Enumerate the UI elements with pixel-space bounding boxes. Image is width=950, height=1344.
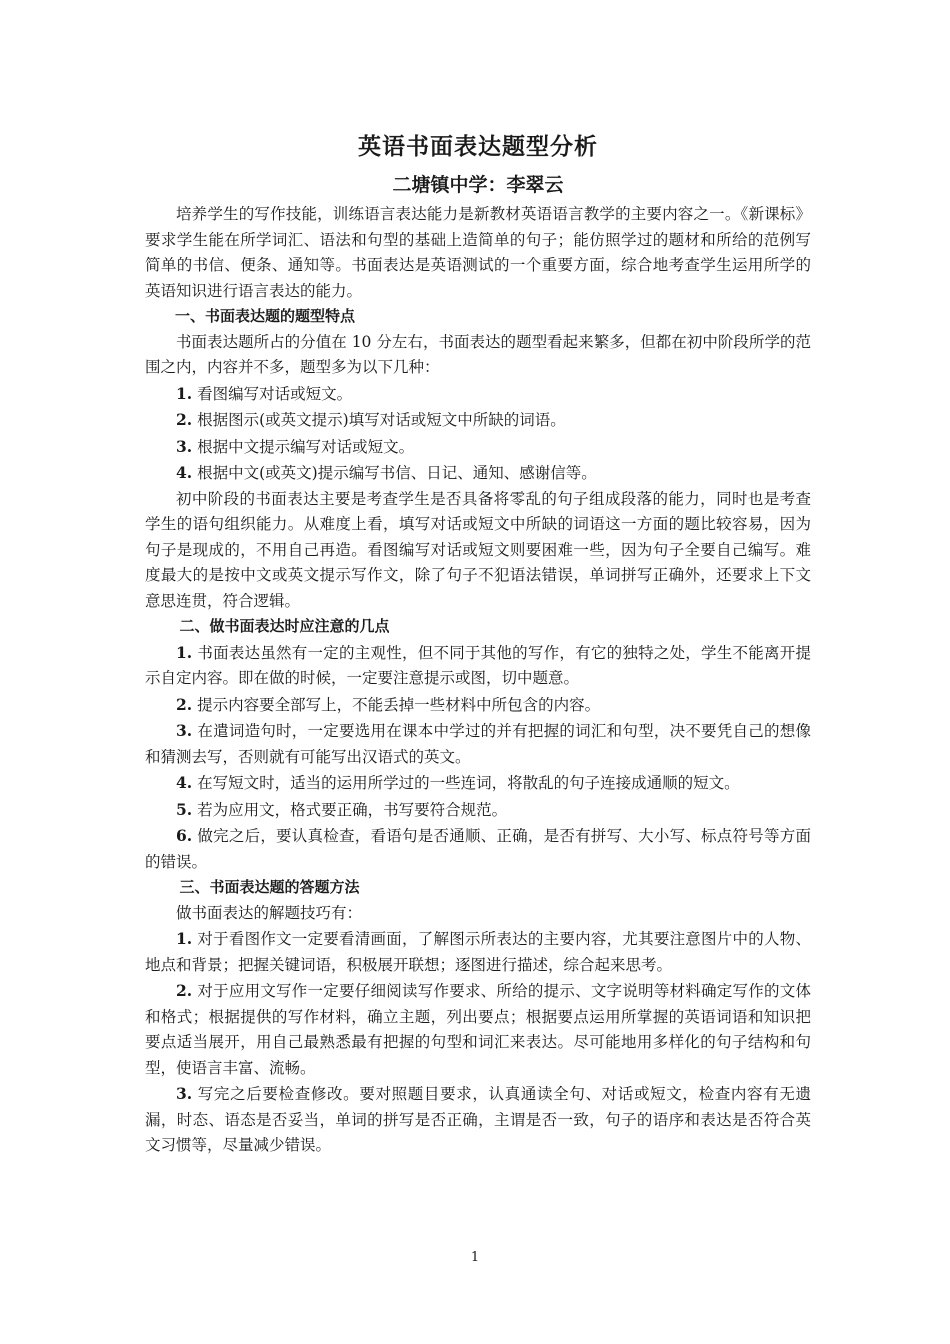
item-text: 根据中文提示编写对话或短文。 [192,437,415,456]
item-text: 写完之后要检查修改。要对照题目要求，认真通读全句、对话或短文，检查内容有无遗漏，时态、语态是否妥当，单词的拼写是否正确，主谓是否一致，句子的语序和表达是否符合英文习惯等，尽量减少错误。 [145,1085,811,1154]
item-text: 提示内容要全部写上，不能丢掉一些材料中所包含的内容。 [192,695,601,714]
item-number: 2. [176,694,193,714]
section-heading-1: 一、书面表达题的题型特点 [175,307,356,325]
list-item [145,460,811,487]
item-number: 3. [176,721,193,740]
list-item [145,381,811,408]
item-number: 1. [176,383,193,403]
intro-paragraph: 培养学生的写作技能，训练语言表达能力是新教材英语语言教学的主要内容之一。《新课标》要求学生能在所学词汇、语法和句型的基础上造简单的句子；能仿照学过的题材和所给的范例写简单的书信、便条、通知等。书面表达是英语测试的一个重要方面，综合地考查学生运用所学的英语知识进行语言表达的能力。 [145,205,811,300]
item-number: 1. [176,929,193,948]
author-line: 二塘镇中学：李翠云 [392,174,564,196]
list-item [145,718,811,770]
list-item [145,434,811,461]
item-number: 6. [176,826,193,845]
section-heading-2: 二、做书面表达时应注意的几点 [179,617,390,635]
item-text: 根据图示(或英文提示)填写对话或短文中所缺的词语。 [192,411,566,429]
list-item [145,1081,811,1159]
item-number: 2. [176,981,193,1000]
item-number: 3. [176,1084,193,1103]
document-body [145,128,811,1159]
item-text: 对于看图作文一定要看清画面，了解图示所表达的主要内容，尤其要注意图片中的人物、地点和背景；把握关键词语，积极展开联想；逐图进行描述，综合起来思考。 [145,930,811,974]
item-number: 4. [176,463,193,482]
list-item [145,692,811,719]
list-item [145,770,811,797]
item-text: 若为应用文，格式要正确，书写要符合规范。 [192,800,508,819]
list-item [145,978,811,1081]
item-number: 3. [176,436,193,456]
item-text: 书面表达虽然有一定的主观性，但不同于其他的写作，有它的独特之处，学生不能离开提示自定内容。即在做的时候，一定要注意提示或图，切中题意。 [145,643,811,687]
item-text: 做完之后，要认真检查，看语句是否通顺、正确，是否有拼写、大小写、标点符号等方面的错误。 [145,827,811,871]
item-text: 对于应用文写作一定要仔细阅读写作要求、所给的提示、文字说明等材料确定写作的文体和格式；根据提供的写作材料，确立主题，列出要点；根据要点运用所掌握的英语词语和知识把要点适当展开，用自己最熟悉最有把握的句型和词汇来表达。尽可能地用多样化的句子结构和句型，使语言丰富、流畅。 [145,982,811,1077]
document-title: 英语书面表达题型分析 [358,134,598,160]
item-number: 5. [176,799,193,819]
item-text: 在写短文时，适当的运用所学过的一些连词，将散乱的句子连接成通顺的短文。 [192,774,740,792]
item-number: 2. [176,410,193,429]
section3-paragraph: 做书面表达的解题技巧有： [176,903,363,922]
section1-paragraph: 书面表达题所占的分值在 10 分左右，书面表达的题型看起来繁多，但都在初中阶段所学的范围之内，内容并不多，题型多为以下几种： [145,332,811,376]
item-text: 看图编写对话或短文。 [192,384,353,403]
page-number: 1 [470,1250,480,1265]
section-heading-3: 三、书面表达题的答题方法 [179,878,360,896]
list-item [145,823,811,875]
item-number: 4. [176,773,193,792]
list-item [145,926,811,978]
list-item [145,640,811,692]
list-item [145,407,811,434]
item-number: 1. [176,642,193,662]
section1-paragraph-2: 初中阶段的书面表达主要是考查学生是否具备将零乱的句子组成段落的能力，同时也是考查学生的语句组织能力。从难度上看，填写对话或短文中所缺的词语这一方面的题比较容易，因为句子是现成的，不用自己再造。看图编写对话或短文则要困难一些，因为句子全要自己编写。难度最大的是按中文或英文提示写作文，除了句子不犯语法错误，单词拼写正确外，还要求上下文意思连贯，符合逻辑。 [145,489,811,610]
list-item [145,797,811,824]
item-text: 根据中文(或英文)提示编写书信、日记、通知、感谢信等。 [192,464,597,482]
item-text: 在遣词造句时，一定要选用在课本中学过的并有把握的词汇和句型，决不要凭自己的想像和猜测去写，否则就有可能写出汉语式的英文。 [145,722,811,766]
